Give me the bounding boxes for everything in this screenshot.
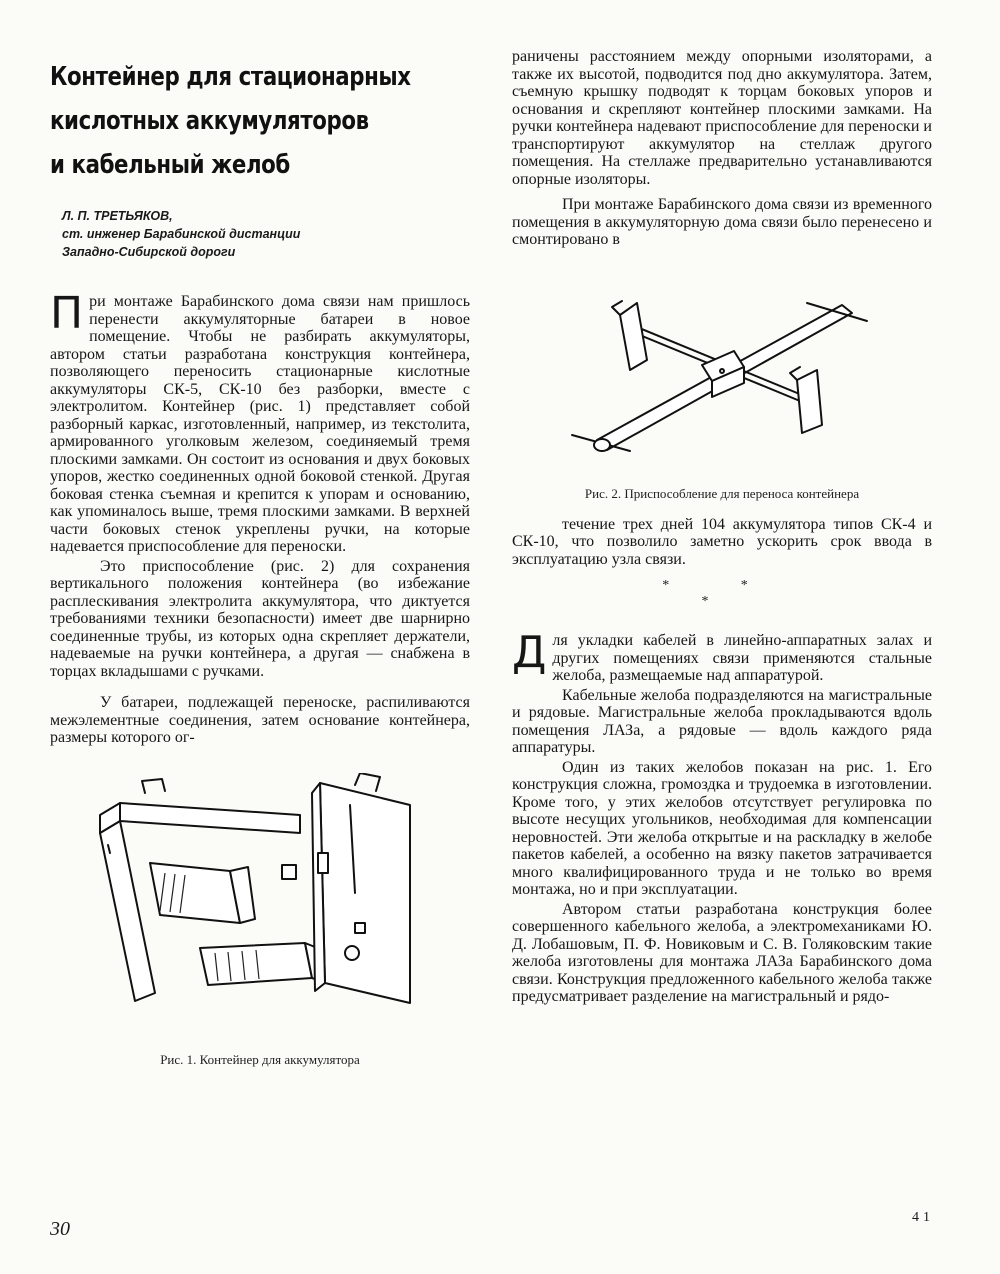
carrier-device xyxy=(572,301,867,451)
right-column xyxy=(512,48,932,1006)
author-position: Западно-Сибирской дороги xyxy=(62,245,236,259)
paragraph: течение трех дней 104 аккумулятора типов СК-4 и СК-10, что позволило заметно ускорить срок ввода в эксплуатацию узла связи. xyxy=(512,515,932,568)
figure-caption: Рис. 1. Контейнер для аккумулятора xyxy=(160,1051,360,1067)
page-number-left: 30 xyxy=(50,1218,70,1240)
paragraph xyxy=(50,288,470,556)
section-divider-stars: * * xyxy=(662,578,782,593)
container-removable-wall xyxy=(312,773,410,1003)
paragraph: Автором статьи разработана конструкция более совершенного кабельного желоба, а электромеханиками Ю. Д. Лобашовым, П. Ф. Новиковым и С. В. Голяковским такие желоба изготовлены для монтажа ЛАЗа Барабинского дома связи. Конструкция предложенного кабельного желоба также предусматривает разделение на магистральный и рядо- xyxy=(512,900,932,1005)
carrier-illustration xyxy=(512,255,932,485)
author-position: ст. инженер Барабинской дистанции xyxy=(62,227,301,241)
paragraph-text: ля укладки кабелей в линейно-аппаратных залах и других помещениях связи применяются стальные желоба, размещаемые над аппаратурой. xyxy=(552,632,932,684)
figure-2 xyxy=(512,255,932,502)
paragraph xyxy=(512,627,932,685)
author-block xyxy=(62,207,470,261)
page-number-right: 41 xyxy=(912,1210,934,1225)
figure-1 xyxy=(50,773,470,1068)
paragraph-text: ри монтаже Барабинского дома связи нам пришлось перенести аккумуляторные батареи в новое помещение. Чтобы не разбирать аккумуляторы, автором статьи разработана конструкция контейнера, позволяющего переносить стационарные кислотные аккумуляторы СК-5, СК-10 без разборки, вместе с электролитом. Контейнер (рис. 1) представляет собой разборный каркас, изготовленный, например, из текстолита, армированного уголковым железом, соединяемый тремя плоскими замками. Он состоит из основания и двух боковых упоров, жестко соединенных одной боковой стенкой. Другая боковая стенка съемная и крепится к упорам и основанию, как упоминалось выше, тремя плоскими замками. В верхней части боковых стенок укреплены ручки, на которые надевается приспособление для переноски. xyxy=(50,293,470,555)
title-line: Контейнер для стационарных xyxy=(50,62,411,92)
left-body xyxy=(50,288,470,747)
left-column xyxy=(50,55,470,1068)
paragraph: раничены расстоянием между опорными изоляторами, а также их высотой, подводится под дно аккумулятора. Затем, съемную крышку подводят к торцам боковых упоров и основания и скрепляют контейнер плоскими замками. На ручки контейнера надевают приспособление для переноски и транспортируют аккумулятор на стеллаж другого помещения. На стеллаже предварительно устанавливаются опорные изоляторы. xyxy=(512,48,932,188)
section-divider-star: * xyxy=(701,594,743,609)
title-line: кислотных аккумуляторов xyxy=(50,106,369,136)
author-name: Л. П. ТРЕТЬЯКОВ, xyxy=(62,209,173,223)
title-line: и кабельный желоб xyxy=(50,150,290,180)
container-illustration xyxy=(50,773,470,1043)
drop-cap: П xyxy=(50,288,84,339)
article-title xyxy=(50,55,470,187)
drop-cap: Д xyxy=(512,627,547,678)
paragraph: У батареи, подлежащей переноске, распиливаются межэлементные соединения, затем основание контейнера, размеры которого ог- xyxy=(50,694,470,746)
paragraph: Кабельные желоба подразделяются на магистральные и рядовые. Магистральные желоба прокладываются вдоль помещения ЛАЗа, а рядовые — вдоль каждого ряда аппаратуры. xyxy=(512,686,932,756)
figure-caption: Рис. 2. Приспособление для переноса контейнера xyxy=(584,485,860,501)
paragraph: Один из таких желобов показан на рис. 1. Его конструкция сложна, громоздка и трудоемка в изготовлении. Кроме того, у этих желобов отсутствует регулировка по высоте несущих угольников, необходимая для компенсации неровностей. Эти желоба открытые и на раскладку в желобе пакетов кабелей, а особенно на вязку пакетов затрачивается много квалифицированного труда и не только во время монтажа, но и при эксплуатации. xyxy=(512,758,932,898)
container-base-part xyxy=(100,779,326,1001)
paragraph: Это приспособление (рис. 2) для сохранения вертикального положения контейнера (во избежание расплескивания электролита аккумулятора, что диктуется требованиями техники безопасности) имеет две шарнирно соединенные трубы, из которых одна скрепляет держатели, надеваемые на ручки контейнера, а другая — снабжена в торцах вкладышами с ручками. xyxy=(50,557,470,680)
paragraph: При монтаже Барабинского дома связи из временного помещения в аккумуляторную дома связи было перенесено и смонтировано в xyxy=(512,196,932,248)
